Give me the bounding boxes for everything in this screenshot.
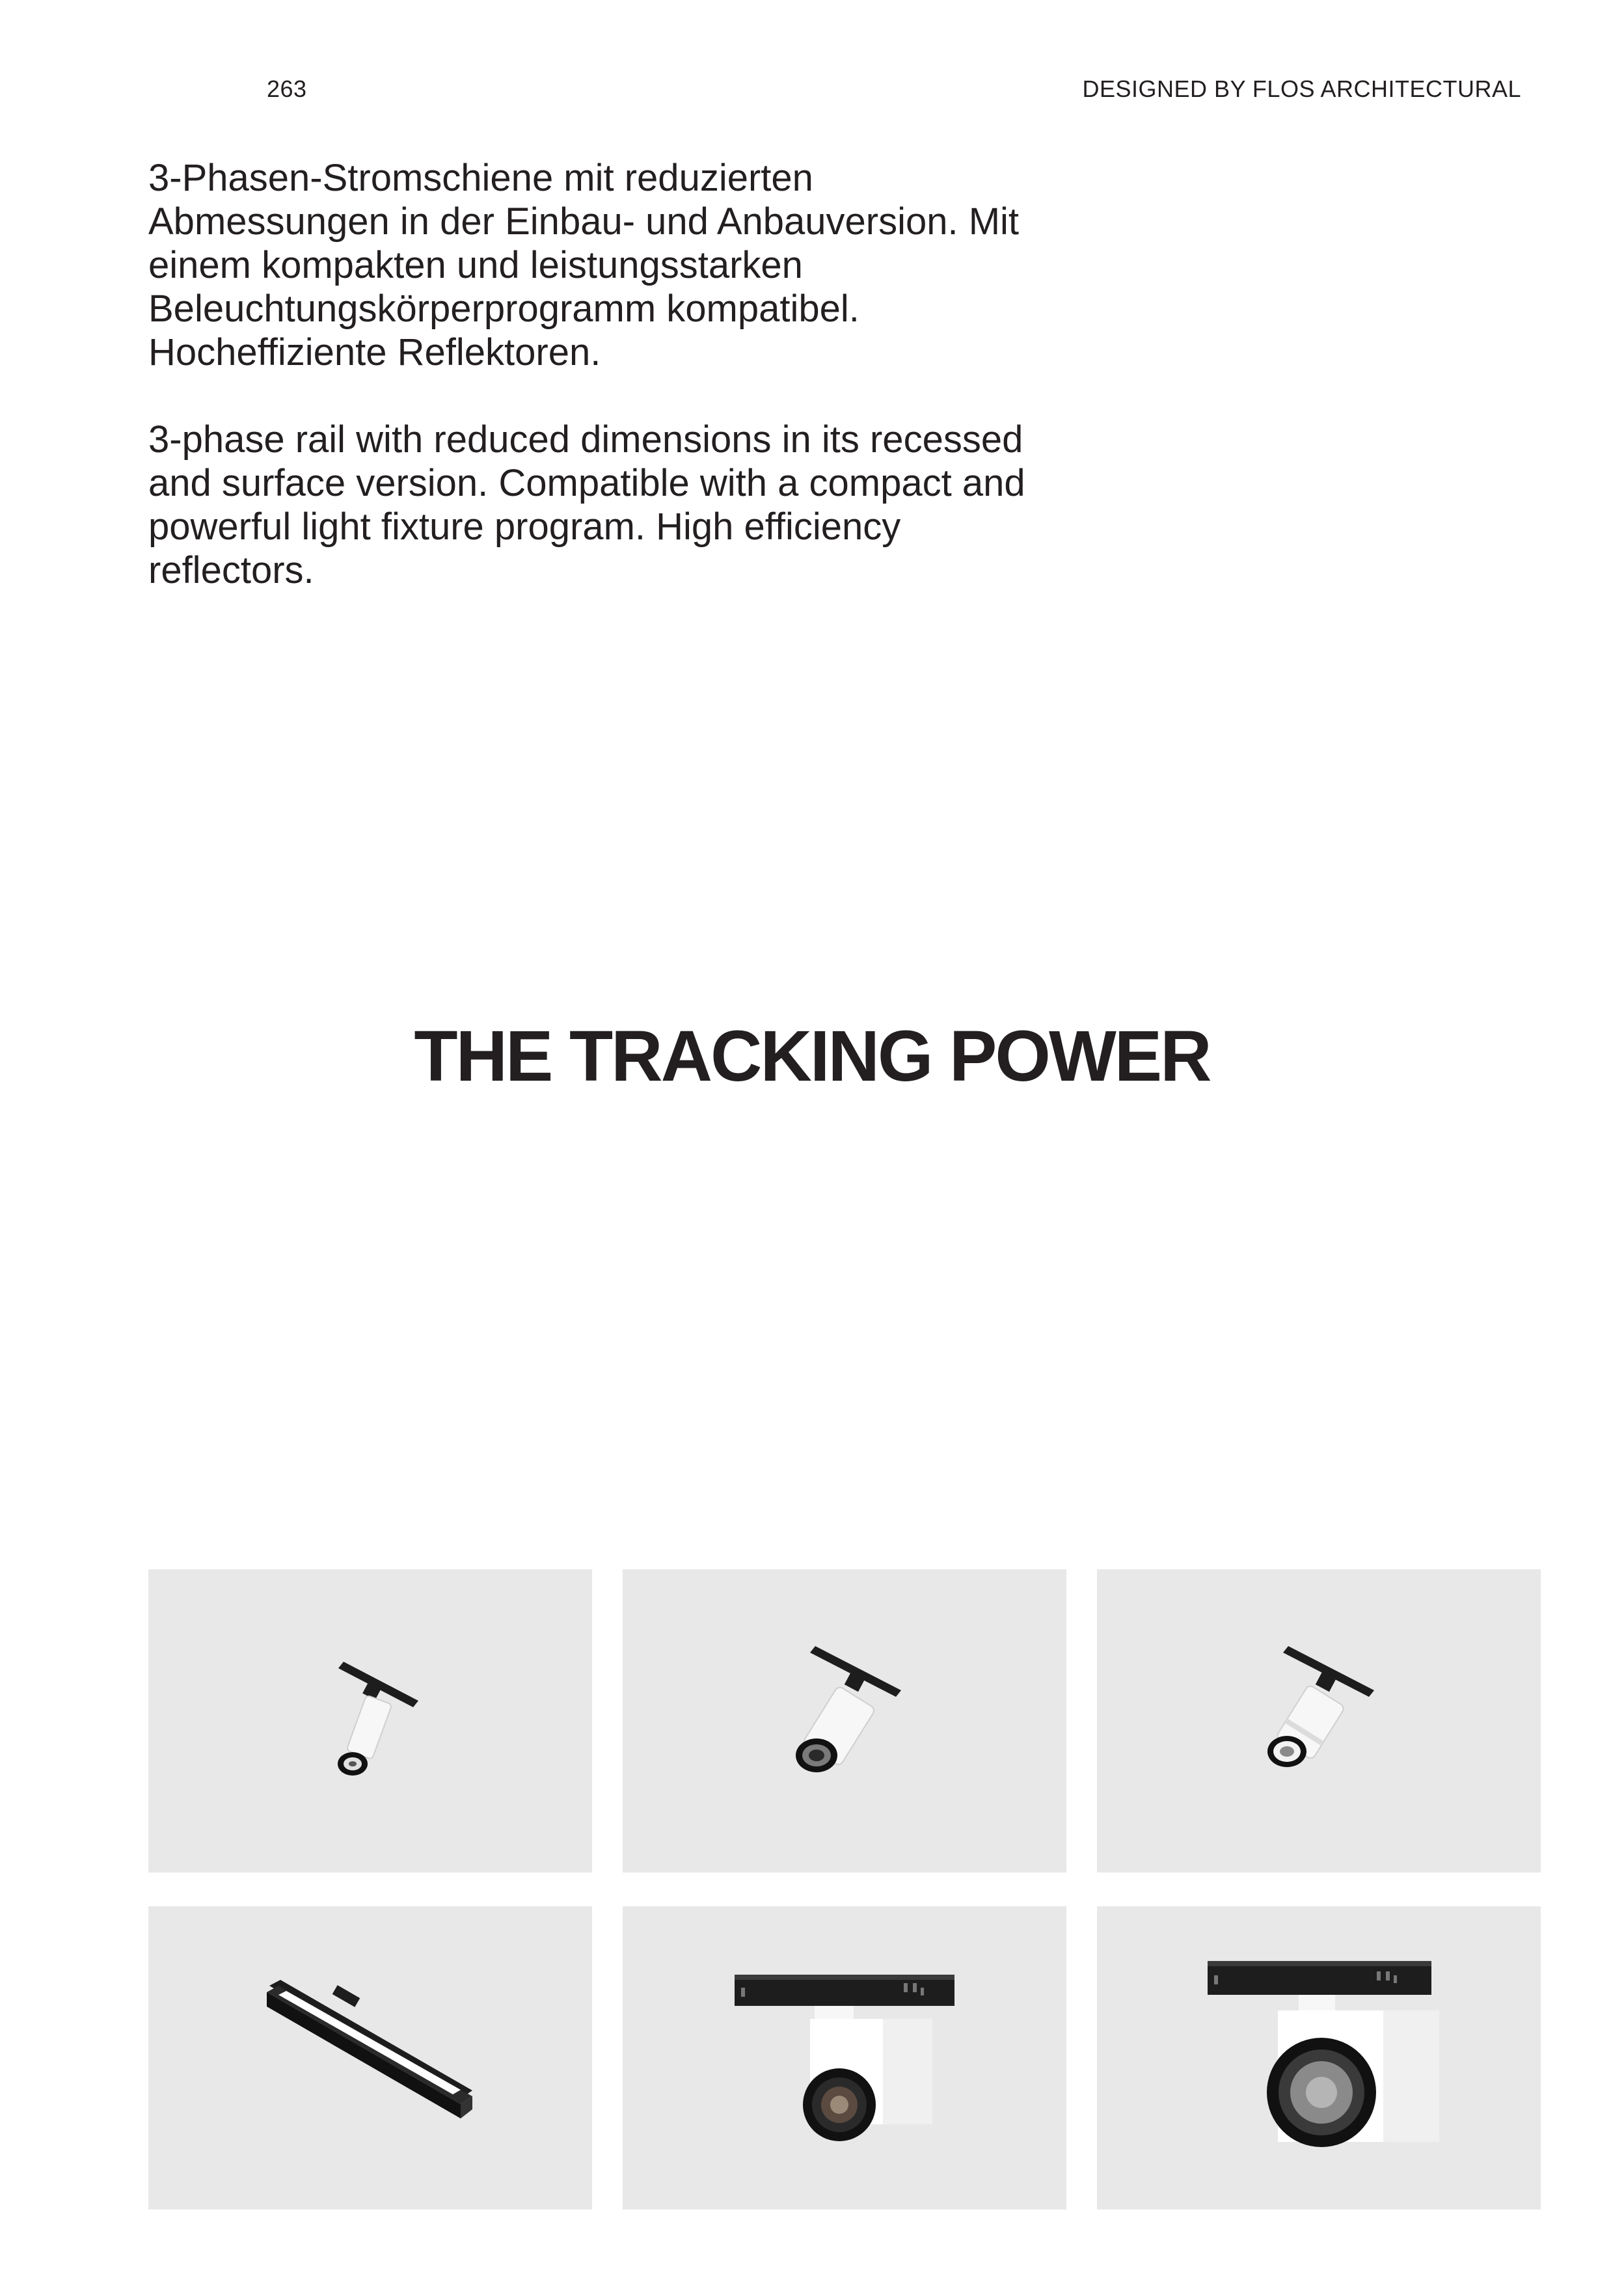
product-image-square-spotlight (623, 1906, 1066, 2210)
intro-german: 3-Phasen-Stromschiene mit reduzierten Abmessungen in der Einbau- und Anbauversion. Mit einem kompakten und leistungsstarken Beleuchtungskörperprogramm kompatibel. Hocheffiziente Reflektoren. (148, 157, 1020, 373)
lens-spotlight-illustration (1097, 1569, 1541, 1873)
product-image-linear-module (148, 1906, 592, 2210)
large-spotlight-illustration (1097, 1906, 1541, 2210)
square-spotlight-illustration (623, 1906, 1066, 2210)
product-image-grid (148, 1569, 1541, 2210)
page-number: 263 (267, 75, 307, 102)
product-image-lens-spotlight (1097, 1569, 1541, 1873)
header-credit: DESIGNED BY FLOS ARCHITECTURAL (1082, 75, 1521, 102)
medium-spotlight-illustration (623, 1569, 1066, 1873)
intro-text (148, 156, 1059, 592)
intro-english: 3-phase rail with reduced dimensions in its recessed and surface version. Compatible with a compact and powerful light fixture program. High efficiency reflectors. (148, 418, 1025, 591)
product-image-large-spotlight (1097, 1906, 1541, 2210)
product-image-medium-spotlight (623, 1569, 1066, 1873)
small-spotlight-illustration (148, 1569, 592, 1873)
product-image-small-spotlight (148, 1569, 592, 1873)
linear-module-illustration (148, 1906, 592, 2210)
headline: THE TRACKING POWER (414, 1016, 1210, 1096)
